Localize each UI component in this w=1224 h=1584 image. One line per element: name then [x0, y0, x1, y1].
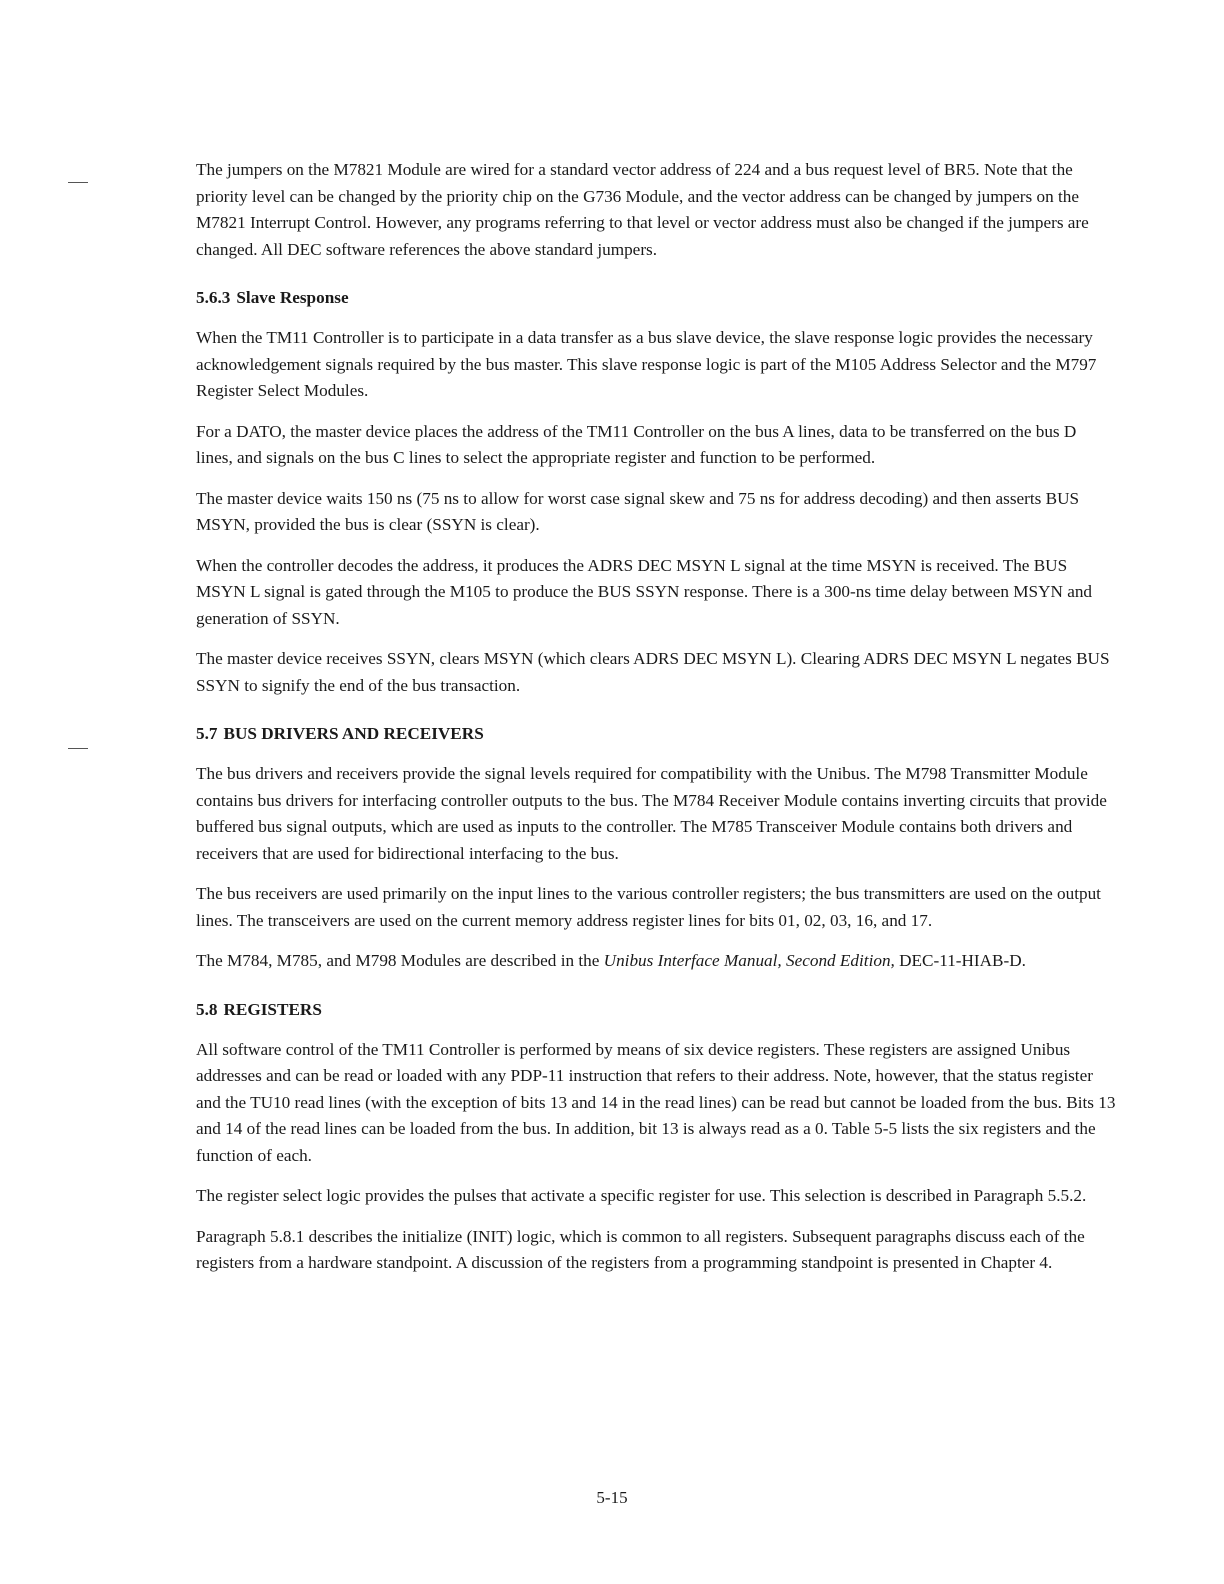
page-number: 5-15: [596, 1488, 628, 1507]
manual-title: Unibus Interface Manual, Second Edition,: [603, 951, 895, 970]
section-heading-5-7: [196, 721, 1116, 747]
margin-mark: [68, 182, 88, 183]
paragraph: When the controller decodes the address, it produces the ADRS DEC MSYN L signal at the time MSYN is received. The BUS MSYN L signal is gated through the M105 to produce the BUS SSYN response. There is a 300-ns time delay between MSYN and generation of SSYN.: [196, 555, 1093, 628]
paragraph: Paragraph 5.8.1 describes the initialize (INIT) logic, which is common to all registers. Subsequent paragraphs discuss each of the registers from a hardware standpoint. A discussion of the registers from a programming standpoint is presented in Chapter 4.: [196, 1226, 1085, 1272]
citation-tail: DEC-11-HIAB-D.: [894, 951, 1026, 970]
paragraph: All software control of the TM11 Controller is performed by means of six device registers. These registers are assigned Unibus addresses and can be read or loaded with any PDP-11 instruction that refers to their address. Note, however, that the status register and the TU10 read lines (with the exception of bits 13 and 14 in the read lines) can be read but cannot be loaded from the bus. Bits 13 and 14 of the read lines can be loaded from the bus. In addition, bit 13 is always read as a 0. Table 5-5 lists the six registers and the function of each.: [196, 1039, 1116, 1165]
margin-mark: [68, 748, 88, 749]
section-title: BUS DRIVERS AND RECEIVERS: [223, 724, 484, 743]
paragraph: For a DATO, the master device places the address of the TM11 Controller on the bus A lines, data to be transferred on the bus D lines, and signals on the bus C lines to select the appropriate register and function to be performed.: [196, 421, 1077, 467]
paragraph: The bus receivers are used primarily on the input lines to the various controller registers; the bus transmitters are used on the output lines. The transceivers are used on the current memory address register lines for bits 01, 02, 03, 16, and 17.: [196, 884, 1101, 930]
section-number: 5.7: [196, 724, 218, 743]
paragraph: The master device waits 150 ns (75 ns to allow for worst case signal skew and 75 ns for address decoding) and then asserts BUS MSYN, provided the bus is clear (SSYN is clear).: [196, 488, 1080, 534]
section-number: 5.6.3: [196, 288, 231, 307]
paragraph: The register select logic provides the pulses that activate a specific register for use. This selection is described in Paragraph 5.5.2.: [196, 1186, 1087, 1205]
citation-lead: The M784, M785, and M798 Modules are described in the: [196, 951, 604, 970]
section-number: 5.8: [196, 999, 218, 1019]
paragraph: When the TM11 Controller is to participate in a data transfer as a bus slave device, the slave response logic provides the necessary acknowledgement signals required by the bus master. This slave response logic is part of the M105 Address Selector and the M797 Register Select Modules.: [196, 328, 1097, 400]
section-heading-5-6-3: [196, 285, 1116, 311]
document-body: [196, 157, 1116, 1291]
section-title: REGISTERS: [223, 999, 322, 1019]
paragraph: The master device receives SSYN, clears MSYN (which clears ADRS DEC MSYN L). Clearing ADRS DEC MSYN L negates BUS SSYN to signify the end of the bus transaction.: [196, 649, 1110, 695]
paragraph: The jumpers on the M7821 Module are wired for a standard vector address of 224 and a bus request level of BR5. Note that the priority level can be changed by the priority chip on the G736 Module, and the vector address can be changed by jumpers on the M7821 Interrupt Control. However, any programs referring to that level or vector address must also be changed if the jumpers are changed. All DEC software references the above standard jumpers.: [196, 160, 1089, 259]
paragraph: The bus drivers and receivers provide the signal levels required for compatibility with the Unibus. The M798 Transmitter Module contains bus drivers for interfacing controller outputs to the bus. The M784 Receiver Module contains inverting circuits that provide buffered bus signal outputs, which are used as inputs to the controller. The M785 Transceiver Module contains both drivers and receivers that are used for bidirectional interfacing to the bus.: [196, 764, 1107, 863]
section-title: Slave Response: [236, 288, 349, 307]
section-heading-5-8: [196, 997, 1116, 1023]
paragraph-citation: [196, 948, 1116, 975]
